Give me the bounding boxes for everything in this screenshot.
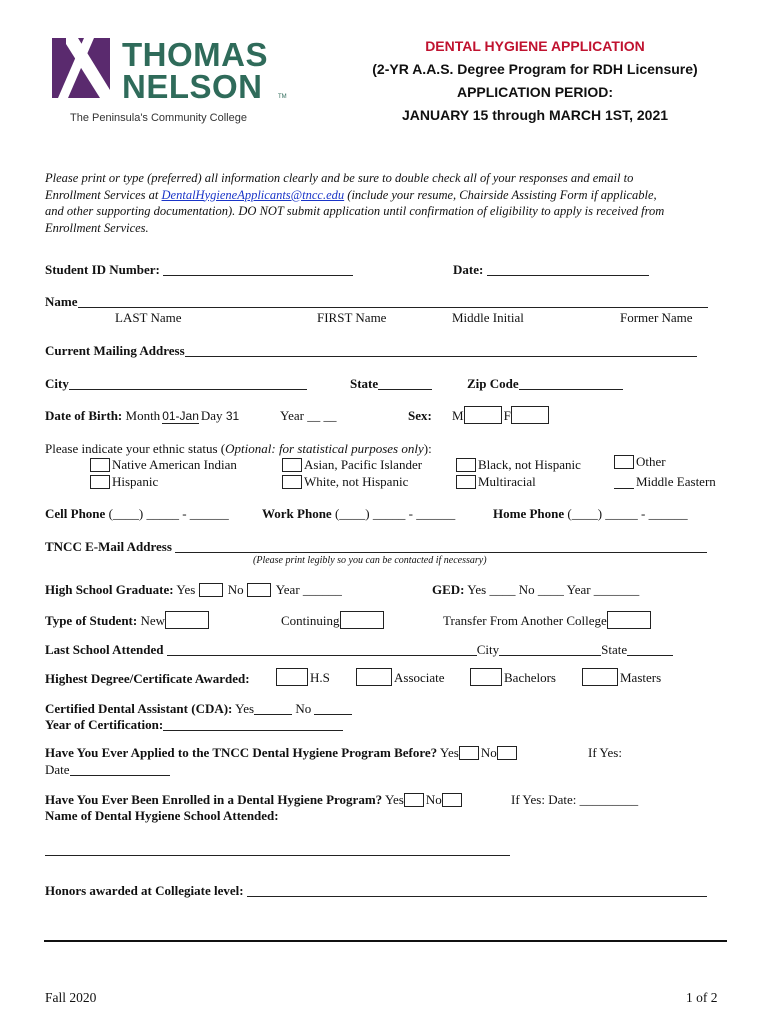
applied-if-yes: If Yes: (588, 745, 622, 760)
email-row: TNCC E-Mail Address (45, 539, 707, 555)
state-field[interactable] (378, 377, 432, 390)
city-row: City (45, 376, 307, 392)
middle-initial-caption: Middle Initial (452, 310, 524, 325)
instructions-line3: and other supporting documentation). DO NOT submit application until confirmation of eligibility to apply is received from (45, 204, 665, 218)
home-phone-row: Home Phone (____) _____ - ______ (493, 506, 688, 521)
last-school-city-field[interactable] (499, 643, 601, 656)
name-row: Name (45, 294, 708, 310)
cda-no-field[interactable] (314, 702, 352, 715)
logo-mark-icon (52, 38, 112, 98)
cell-phone-row: Cell Phone (____) _____ - ______ (45, 506, 229, 521)
last-school-field[interactable] (167, 643, 477, 656)
last-name-caption: LAST Name (115, 310, 182, 325)
eth-other-option: Other (614, 454, 666, 470)
sex-m-checkbox[interactable] (464, 406, 502, 424)
instructions-line4: Enrollment Services. (45, 220, 149, 235)
eth-multi-option: Multiracial (456, 474, 536, 490)
hs-year[interactable]: Year ______ (275, 582, 342, 597)
eth-middle-east-checkbox[interactable] (614, 475, 634, 489)
logo-thomas: THOMAS (122, 36, 268, 73)
dob-year[interactable]: Year __ __ (280, 408, 337, 423)
date-row: Date: (453, 262, 649, 278)
cda-row: Certified Dental Assistant (CDA): Yes No (45, 701, 352, 717)
work-phone-row: Work Phone (____) _____ - ______ (262, 506, 456, 521)
page-number: 1 of 2 (686, 990, 718, 1005)
highest-degree-label: Highest Degree/Certificate Awarded: (45, 671, 250, 686)
deg-assoc-checkbox[interactable] (356, 668, 392, 686)
name-field[interactable] (78, 295, 708, 308)
hs-yes-checkbox[interactable] (199, 583, 223, 597)
hs-grad-row: High School Graduate: Yes No Year ______ (45, 582, 342, 597)
former-name-caption: Former Name (620, 310, 693, 325)
email-note: (Please print legibly so you can be contacted if necessary) (253, 555, 487, 566)
applied-no-checkbox[interactable] (497, 746, 517, 760)
dob-month-value[interactable]: 01-Jan (162, 409, 199, 423)
applied-date-field[interactable] (70, 763, 170, 776)
deg-hs-checkbox[interactable] (276, 668, 308, 686)
dob-row: Date of Birth: Month 01-Jan Day 31 (45, 408, 240, 423)
deg-bach-checkbox[interactable] (470, 668, 502, 686)
college-logo (52, 38, 292, 130)
zip-field[interactable] (519, 377, 623, 390)
eth-native-option: Native American Indian (90, 457, 237, 473)
application-period-dates: JANUARY 15 through MARCH 1ST, 2021 (401, 107, 669, 123)
eth-hispanic-checkbox[interactable] (90, 475, 110, 489)
type-continuing: Continuing (281, 611, 386, 629)
enrolled-yes-checkbox[interactable] (404, 793, 424, 807)
first-name-caption: FIRST Name (317, 310, 387, 325)
eth-black-checkbox[interactable] (456, 458, 476, 472)
eth-hispanic-option: Hispanic (90, 474, 158, 490)
date-field[interactable] (487, 263, 649, 276)
dob-day-value[interactable]: 31 (225, 409, 240, 423)
footer-term: Fall 2020 (45, 990, 97, 1005)
eth-black-option: Black, not Hispanic (456, 457, 581, 473)
eth-other-checkbox[interactable] (614, 455, 634, 469)
ethnic-prompt: Please indicate your ethnic status (Optional: for statistical purposes only): (45, 441, 432, 456)
ged-fields[interactable]: Yes ____ No ____ Year _______ (467, 582, 640, 597)
type-new-checkbox[interactable] (165, 611, 209, 629)
mailing-address-row: Current Mailing Address (45, 343, 697, 359)
state-row: State (350, 376, 432, 392)
deg-masters-checkbox[interactable] (582, 668, 618, 686)
school-name-line[interactable] (45, 854, 510, 856)
eth-white-checkbox[interactable] (282, 475, 302, 489)
eth-asian-option: Asian, Pacific Islander (282, 457, 422, 473)
type-continuing-checkbox[interactable] (340, 611, 384, 629)
eth-native-checkbox[interactable] (90, 458, 110, 472)
eth-white-option: White, not Hispanic (282, 474, 408, 490)
honors-row: Honors awarded at Collegiate level: (45, 883, 707, 899)
ged-row: GED: Yes ____ No ____ Year _______ (432, 582, 640, 597)
eth-middle-east-option: Middle Eastern (614, 474, 716, 490)
honors-field[interactable] (247, 884, 707, 897)
eth-multi-checkbox[interactable] (456, 475, 476, 489)
applicant-email-link[interactable]: DentalHygieneApplicants@tncc.edu (161, 187, 345, 202)
footer-divider (44, 940, 727, 942)
hs-no-checkbox[interactable] (247, 583, 271, 597)
applied-before-row: Have You Ever Applied to the TNCC Dental Hygiene Program Before? Yes No (45, 745, 519, 761)
application-period-label: APPLICATION PERIOD: (456, 84, 614, 100)
student-type-row: Type of Student: New (45, 611, 211, 629)
application-subtitle: (2-YR A.A.S. Degree Program for RDH Licensure) (372, 61, 698, 77)
instructions-line2: Enrollment Services at DentalHygieneApplicants@tncc.edu (include your resume, Chairside Assisting Form if applicable, (45, 187, 657, 202)
instructions (45, 170, 664, 236)
deg-bach-option: Bachelors (470, 668, 556, 686)
application-title: DENTAL HYGIENE APPLICATION (425, 38, 645, 54)
logo-tm: TM (278, 94, 287, 100)
student-id-field[interactable] (163, 263, 353, 276)
cert-year-field[interactable] (163, 718, 343, 731)
logo-nelson: NELSON (122, 68, 263, 105)
email-field[interactable] (175, 540, 707, 553)
deg-masters-option: Masters (582, 668, 661, 686)
type-transfer-checkbox[interactable] (607, 611, 651, 629)
eth-asian-checkbox[interactable] (282, 458, 302, 472)
sex-f-checkbox[interactable] (511, 406, 549, 424)
student-id-row: Student ID Number: (45, 262, 353, 278)
enrolled-before-row: Have You Ever Been Enrolled in a Dental Hygiene Program? Yes No (45, 792, 464, 808)
deg-assoc-option: Associate (356, 668, 445, 686)
school-name-label: Name of Dental Hygiene School Attended: (45, 808, 279, 823)
enrolled-no-checkbox[interactable] (442, 793, 462, 807)
sex-label: Sex: (408, 408, 432, 423)
home-phone-field[interactable]: (____) _____ - ______ (564, 506, 688, 521)
type-transfer: Transfer From Another College (443, 611, 653, 629)
mailing-address-field[interactable] (185, 344, 697, 357)
instructions-line1: Please print or type (preferred) all information clearly and be sure to double check all of your responses and email to (45, 171, 634, 185)
zip-row: Zip Code (467, 376, 623, 392)
applied-date-row: Date (45, 762, 170, 778)
cda-yes-field[interactable] (254, 702, 292, 715)
college-tagline: The Peninsula's Community College (70, 112, 247, 124)
sex-options: M F (452, 406, 551, 424)
cert-year-row: Year of Certification: (45, 717, 343, 733)
city-field[interactable] (69, 377, 307, 390)
enrolled-if-yes-date[interactable]: If Yes: Date: _________ (511, 792, 639, 807)
last-school-row: Last School Attended City State (45, 642, 673, 658)
cell-phone-field[interactable]: (____) _____ - ______ (105, 506, 229, 521)
deg-hs-option: H.S (276, 668, 330, 686)
applied-yes-checkbox[interactable] (459, 746, 479, 760)
last-school-state-field[interactable] (627, 643, 673, 656)
work-phone-field[interactable]: (____) _____ - ______ (331, 506, 456, 521)
